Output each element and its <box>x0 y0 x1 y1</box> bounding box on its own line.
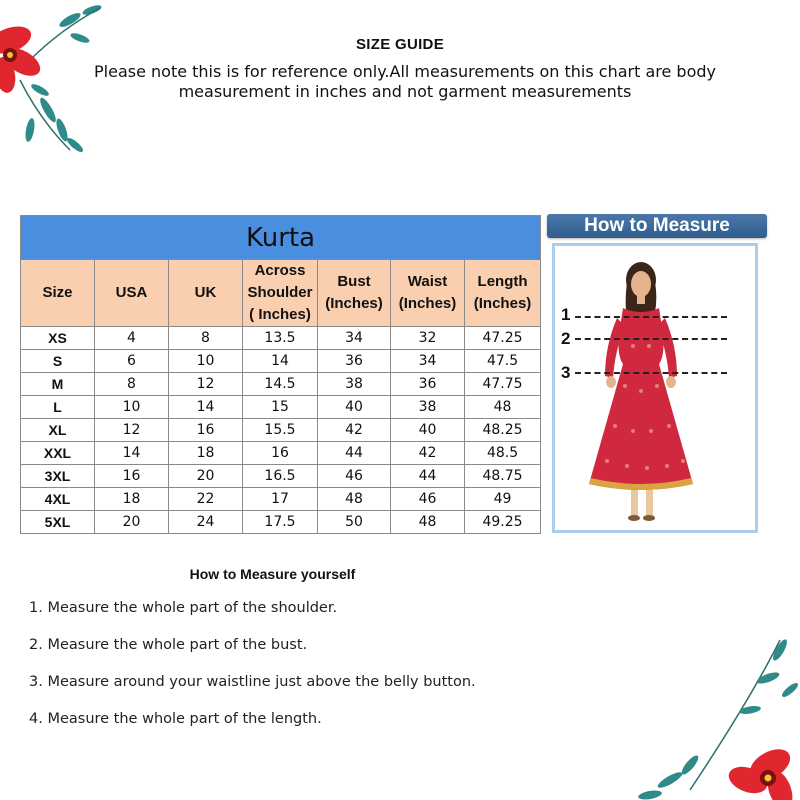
table-cell: 16 <box>95 465 169 488</box>
table-cell: 48 <box>465 396 541 419</box>
table-cell: 38 <box>391 396 465 419</box>
table-row <box>21 396 541 419</box>
column-header: Waist (Inches) <box>391 260 465 327</box>
table-cell: 24 <box>169 511 243 534</box>
table-cell: 32 <box>391 327 465 350</box>
table-cell: 48.25 <box>465 419 541 442</box>
table-cell: 6 <box>95 350 169 373</box>
table-cell: 48.75 <box>465 465 541 488</box>
table-cell: 49 <box>465 488 541 511</box>
table-cell: 38 <box>318 373 391 396</box>
size-table <box>20 215 541 534</box>
table-cell: 34 <box>318 327 391 350</box>
column-header: Bust (Inches) <box>318 260 391 327</box>
table-row <box>21 350 541 373</box>
table-cell: 47.5 <box>465 350 541 373</box>
table-row <box>21 327 541 350</box>
column-header: UK <box>169 260 243 327</box>
size-cell: 4XL <box>21 488 95 511</box>
table-cell: 16 <box>243 442 318 465</box>
table-row <box>21 465 541 488</box>
table-cell: 18 <box>169 442 243 465</box>
table-cell: 46 <box>318 465 391 488</box>
table-row <box>21 419 541 442</box>
table-cell: 18 <box>95 488 169 511</box>
column-header: USA <box>95 260 169 327</box>
table-cell: 42 <box>391 442 465 465</box>
table-cell: 49.25 <box>465 511 541 534</box>
size-cell: L <box>21 396 95 419</box>
size-cell: 5XL <box>21 511 95 534</box>
table-cell: 46 <box>391 488 465 511</box>
model-figure-icon <box>555 246 755 530</box>
size-cell: XL <box>21 419 95 442</box>
instruction-step: 1. Measure the whole part of the shoulder. <box>29 600 338 616</box>
size-cell: XS <box>21 327 95 350</box>
size-cell: M <box>21 373 95 396</box>
table-cell: 17.5 <box>243 511 318 534</box>
table-row <box>21 511 541 534</box>
size-cell: 3XL <box>21 465 95 488</box>
table-cell: 47.25 <box>465 327 541 350</box>
table-cell: 48 <box>391 511 465 534</box>
table-cell: 40 <box>318 396 391 419</box>
table-cell: 48.5 <box>465 442 541 465</box>
reference-note: Please note this is for reference only.All measurements on this chart are body measurement in inches and not garment measurements <box>94 62 716 101</box>
size-cell: XXL <box>21 442 95 465</box>
instruction-step: 3. Measure around your waistline just above the belly button. <box>29 674 476 690</box>
table-cell: 48 <box>318 488 391 511</box>
table-cell: 20 <box>95 511 169 534</box>
size-chart <box>20 215 540 534</box>
marker-waist: 3 <box>561 363 571 382</box>
table-row <box>21 442 541 465</box>
table-cell: 16 <box>169 419 243 442</box>
table-cell: 10 <box>95 396 169 419</box>
page-title: SIZE GUIDE <box>355 36 444 53</box>
table-cell: 15.5 <box>243 419 318 442</box>
table-cell: 50 <box>318 511 391 534</box>
table-cell: 12 <box>169 373 243 396</box>
instructions-list <box>29 600 476 748</box>
table-cell: 8 <box>95 373 169 396</box>
table-cell: 22 <box>169 488 243 511</box>
table-cell: 13.5 <box>243 327 318 350</box>
marker-bust: 2 <box>561 329 571 348</box>
table-cell: 14.5 <box>243 373 318 396</box>
instructions-title: How to Measure yourself <box>189 566 356 582</box>
table-cell: 12 <box>95 419 169 442</box>
instruction-step: 4. Measure the whole part of the length. <box>29 711 322 727</box>
table-cell: 10 <box>169 350 243 373</box>
how-to-measure-title: How to Measure <box>547 214 767 238</box>
table-cell: 16.5 <box>243 465 318 488</box>
table-cell: 36 <box>391 373 465 396</box>
table-cell: 47.75 <box>465 373 541 396</box>
table-cell: 4 <box>95 327 169 350</box>
column-header: Across Shoulder ( Inches) <box>243 260 318 327</box>
table-cell: 17 <box>243 488 318 511</box>
bust-line <box>575 338 727 340</box>
table-cell: 14 <box>243 350 318 373</box>
table-cell: 34 <box>391 350 465 373</box>
column-header: Size <box>21 260 95 327</box>
waist-line <box>575 372 727 374</box>
table-cell: 20 <box>169 465 243 488</box>
table-cell: 36 <box>318 350 391 373</box>
shoulder-line <box>575 316 727 318</box>
column-header: Length (Inches) <box>465 260 541 327</box>
measure-illustration <box>552 243 758 533</box>
table-title: Kurta <box>21 216 541 260</box>
table-cell: 15 <box>243 396 318 419</box>
floral-corner-icon <box>630 630 800 800</box>
table-cell: 42 <box>318 419 391 442</box>
table-cell: 44 <box>391 465 465 488</box>
table-cell: 40 <box>391 419 465 442</box>
instruction-step: 2. Measure the whole part of the bust. <box>29 637 308 653</box>
table-row <box>21 488 541 511</box>
table-cell: 8 <box>169 327 243 350</box>
table-cell: 44 <box>318 442 391 465</box>
size-cell: S <box>21 350 95 373</box>
table-cell: 14 <box>95 442 169 465</box>
marker-shoulder: 1 <box>561 305 571 324</box>
table-cell: 14 <box>169 396 243 419</box>
table-row <box>21 373 541 396</box>
